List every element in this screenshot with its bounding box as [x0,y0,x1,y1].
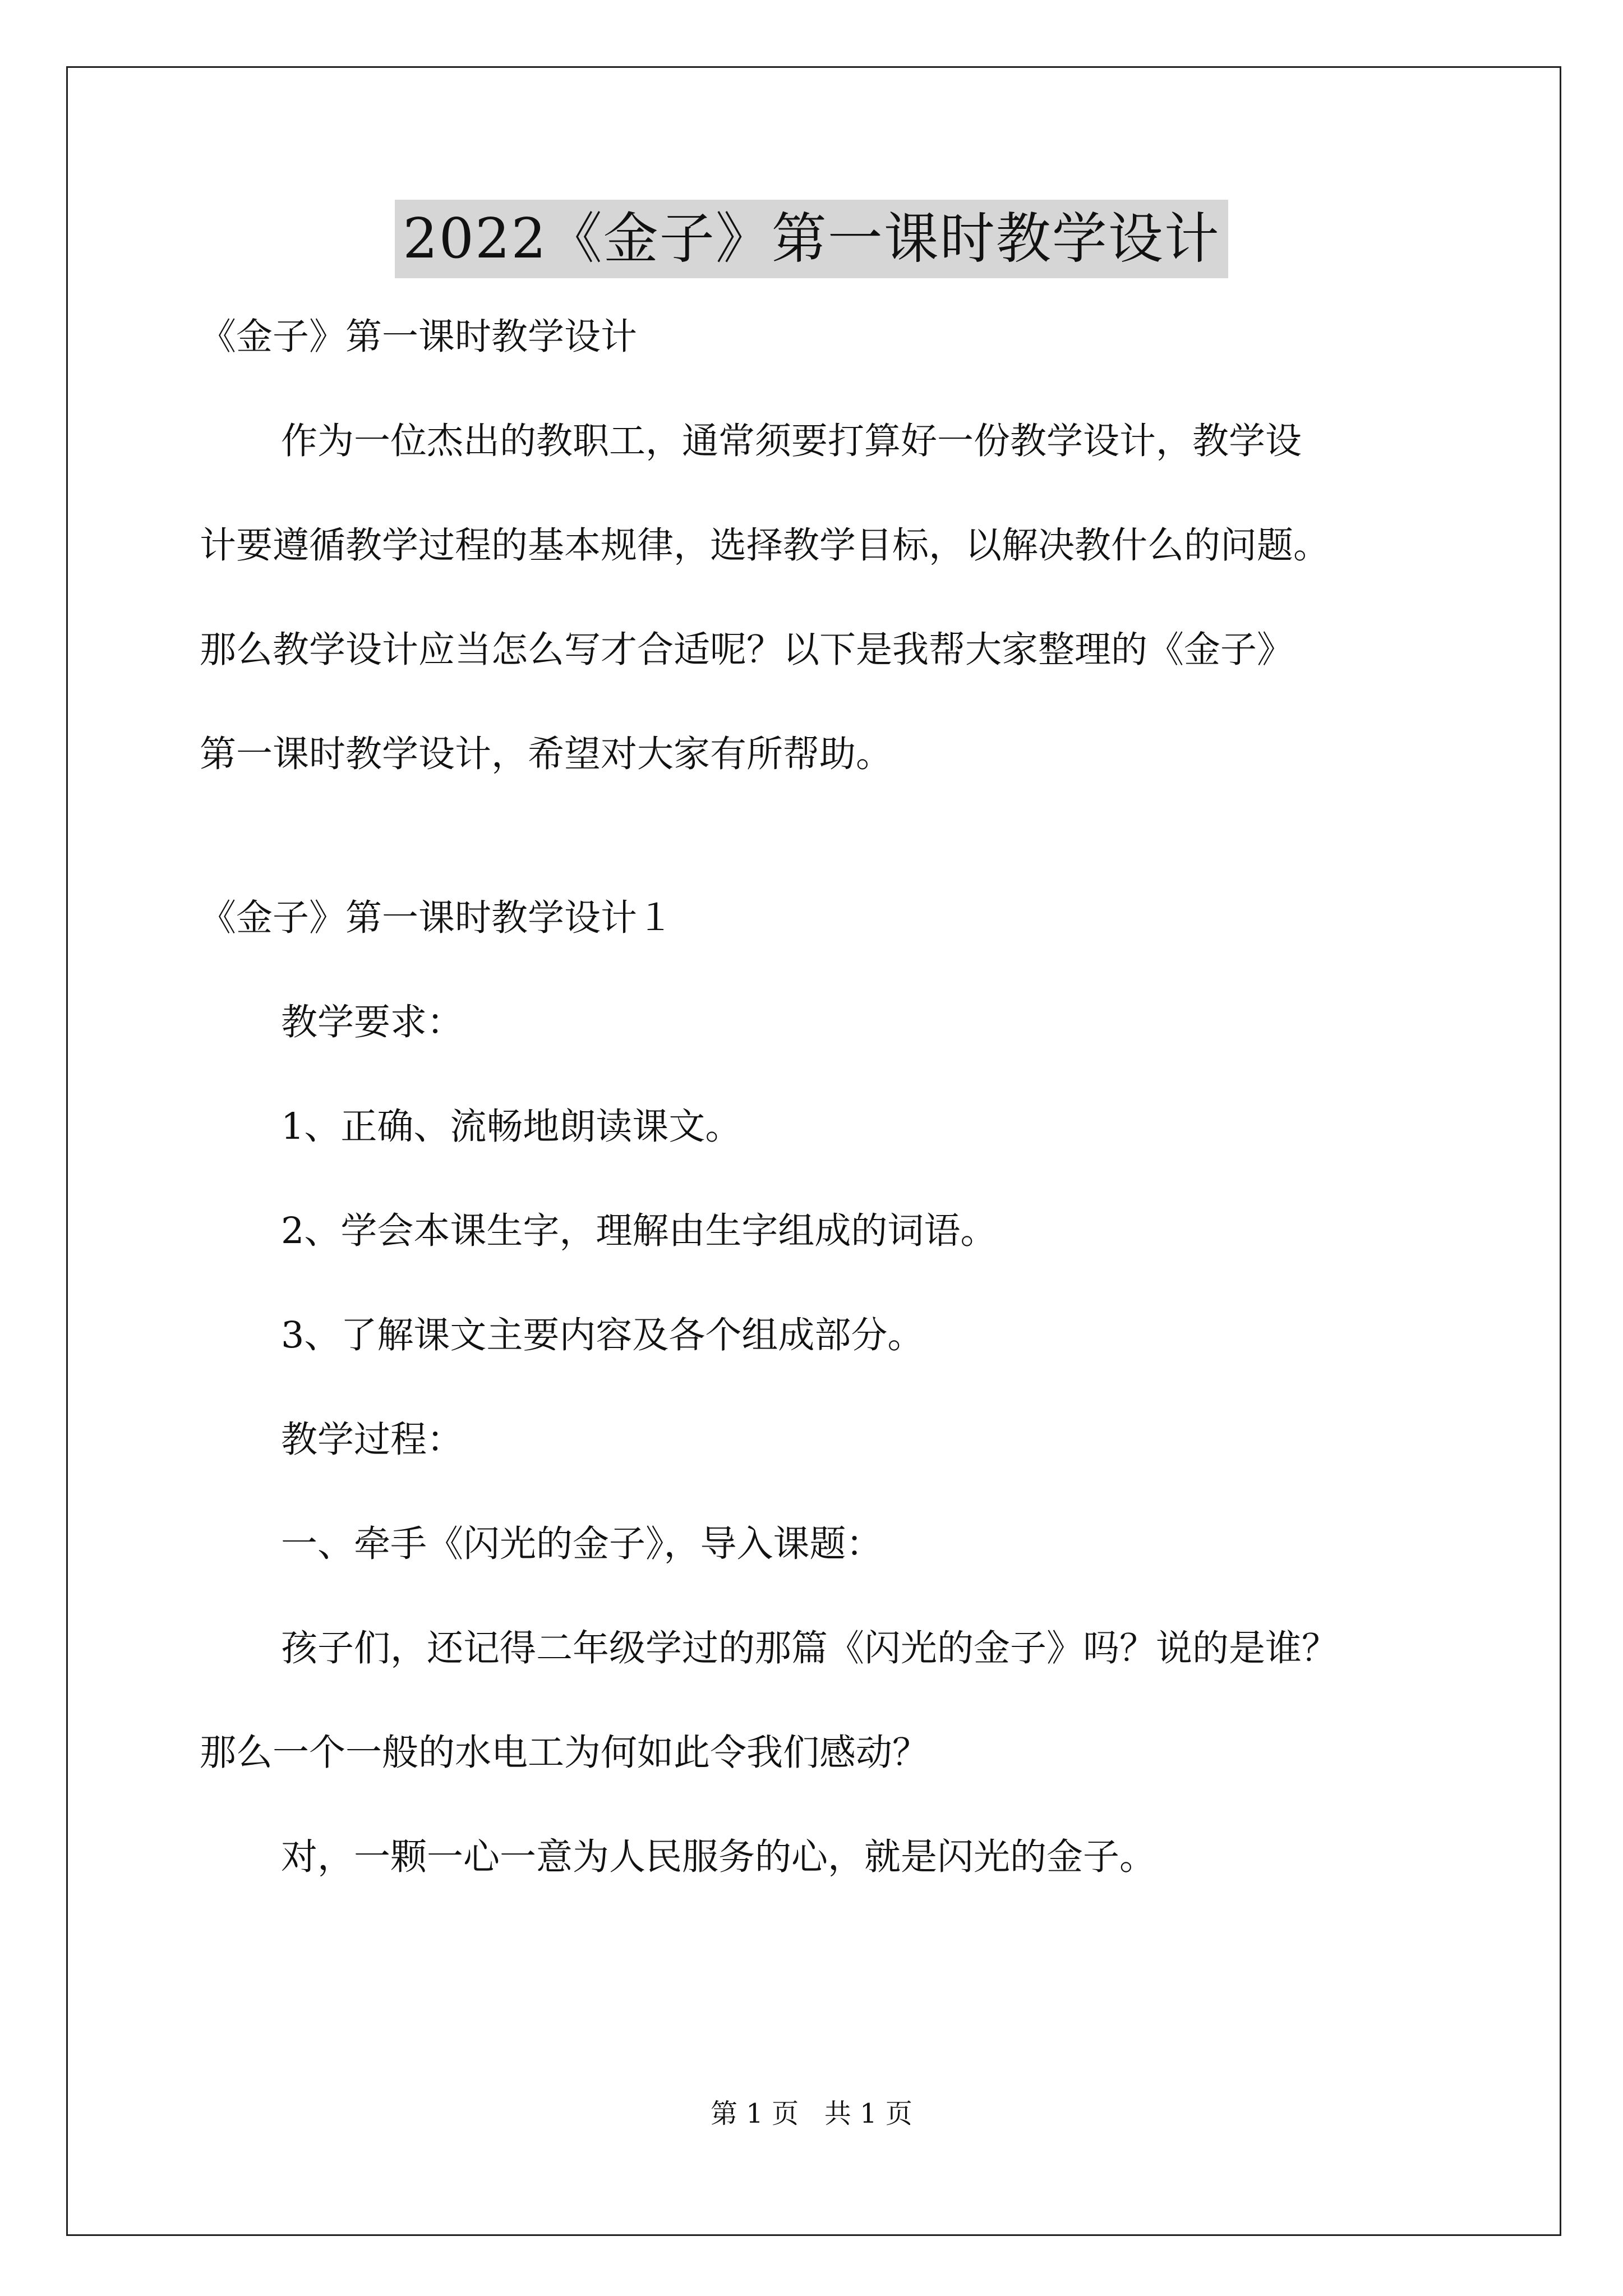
body-line: 1、正确、流畅地朗读课文。 [281,1106,742,1148]
body-line: 孩子们，还记得二年级学过的那篇《闪光的金子》吗？说的是谁？ [281,1627,1339,1669]
body-line: 教学过程： [281,1419,464,1461]
document-title: 2022《金子》第一课时教学设计 [395,200,1228,278]
body-line: 教学要求： [281,1001,464,1043]
body-line: 3、了解课文主要内容及各个组成部分。 [281,1314,924,1356]
body-line: 一、牵手《闪光的金子》，导入课题： [281,1523,883,1565]
intro-line: 那么教学设计应当怎么写才合适呢？以下是我帮大家整理的《金子》 [200,629,1294,671]
body-line: 2、学会本课生字，理解由生字组成的词语。 [281,1210,997,1252]
intro-line: 计要遵循教学过程的基本规律，选择教学目标，以解决教什么的问题。 [200,524,1330,567]
intro-line: 第一课时教学设计，希望对大家有所帮助。 [200,733,893,775]
body-line: 那么一个一般的水电工为何如此令我们感动？ [200,1732,929,1774]
document-body [200,311,1472,1936]
page-footer: 第 1 页 共 1 页 [711,2098,912,2129]
subtitle-line: 《金子》第一课时教学设计 [200,316,638,358]
title-wrap [0,200,1623,278]
section-heading: 《金子》第一课时教学设计１ [200,897,674,939]
body-line: 对，一颗一心一意为人民服务的心，就是闪光的金子。 [281,1836,1156,1878]
intro-line: 作为一位杰出的教职工，通常须要打算好一份教学设计，教学设 [281,420,1302,462]
